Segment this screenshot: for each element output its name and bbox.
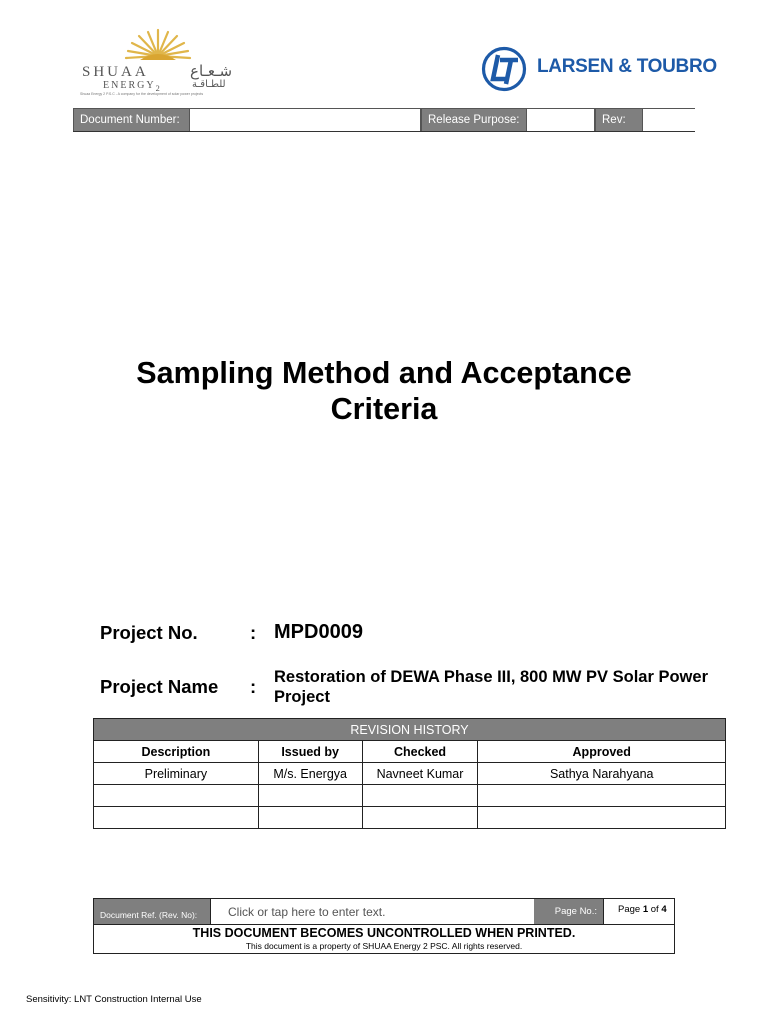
shuaa-energy-text: $ENERGY_2$	[103, 80, 162, 93]
page-number-label: Page No.:	[534, 899, 603, 924]
project-number-label: Project No.	[100, 622, 198, 643]
document-title	[84, 355, 684, 427]
sensitivity-label: Sensitivity: LNT Construction Internal Use	[26, 994, 202, 1005]
lt-emblem-icon	[480, 46, 528, 92]
revision-history-heading: REVISION HISTORY	[94, 719, 726, 741]
project-name-label: Project Name	[100, 676, 219, 697]
table-row	[94, 763, 726, 785]
footer-top-row	[94, 899, 674, 925]
project-number-colon: :	[250, 622, 257, 643]
table-cell	[478, 785, 726, 807]
table-row	[94, 807, 726, 829]
revision-history-table	[93, 718, 726, 829]
table-cell	[362, 807, 478, 829]
title-line-1: Sampling Method and Acceptance	[136, 356, 632, 390]
table-row	[94, 785, 726, 807]
shuaa-wordmark: SHUAA	[82, 64, 149, 80]
table-header-row	[94, 741, 726, 763]
column-header: Issued by	[258, 741, 362, 763]
column-header: Approved	[478, 741, 726, 763]
shuaa-tagline: Shuaa Energy 2 P.S.C - A company for the development of solar power projects	[80, 92, 204, 96]
title-line-2: Criteria	[330, 392, 438, 426]
column-header: Description	[94, 741, 259, 763]
project-number-value: MPD0009	[274, 621, 363, 643]
shuaa-arabic-subtext: للطـاقـة	[192, 79, 226, 90]
table-cell: Preliminary	[94, 763, 259, 785]
doc-ref-label: Document Ref. (Rev. No):	[94, 899, 210, 924]
document-number-field[interactable]	[189, 108, 421, 131]
shuaa-arabic-text: شـعـاع	[190, 62, 233, 80]
table-cell	[478, 807, 726, 829]
document-number-label: Document Number:	[73, 108, 189, 131]
release-purpose-label: Release Purpose:	[421, 108, 526, 131]
column-header: Checked	[362, 741, 478, 763]
release-purpose-field[interactable]	[526, 108, 595, 131]
doc-ref-input[interactable]: Click or tap here to enter text.	[210, 899, 634, 924]
project-name-value: Restoration of DEWA Phase III, 800 MW PV Solar Power Project	[274, 668, 708, 706]
property-notice: This document is a property of SHUAA Energy 2 PSC. All rights reserved.	[245, 941, 523, 951]
table-cell	[94, 785, 259, 807]
document-footer	[93, 898, 675, 954]
project-name-colon: :	[250, 676, 257, 697]
page-number-value: Page 1 of 4	[603, 899, 674, 924]
table-cell	[362, 785, 478, 807]
table-cell: Navneet Kumar	[362, 763, 478, 785]
table-cell	[258, 785, 362, 807]
rev-field[interactable]	[642, 108, 695, 131]
document-info-bar	[73, 108, 695, 132]
table-cell: Sathya Narahyana	[478, 763, 726, 785]
table-cell: M/s. Energya	[258, 763, 362, 785]
table-cell	[258, 807, 362, 829]
rev-label: Rev:	[595, 108, 642, 131]
uncontrolled-notice: THIS DOCUMENT BECOMES UNCONTROLLED WHEN PRINTED.	[192, 926, 576, 940]
lt-wordmark: LARSEN & TOUBRO	[537, 56, 717, 77]
table-cell	[94, 807, 259, 829]
